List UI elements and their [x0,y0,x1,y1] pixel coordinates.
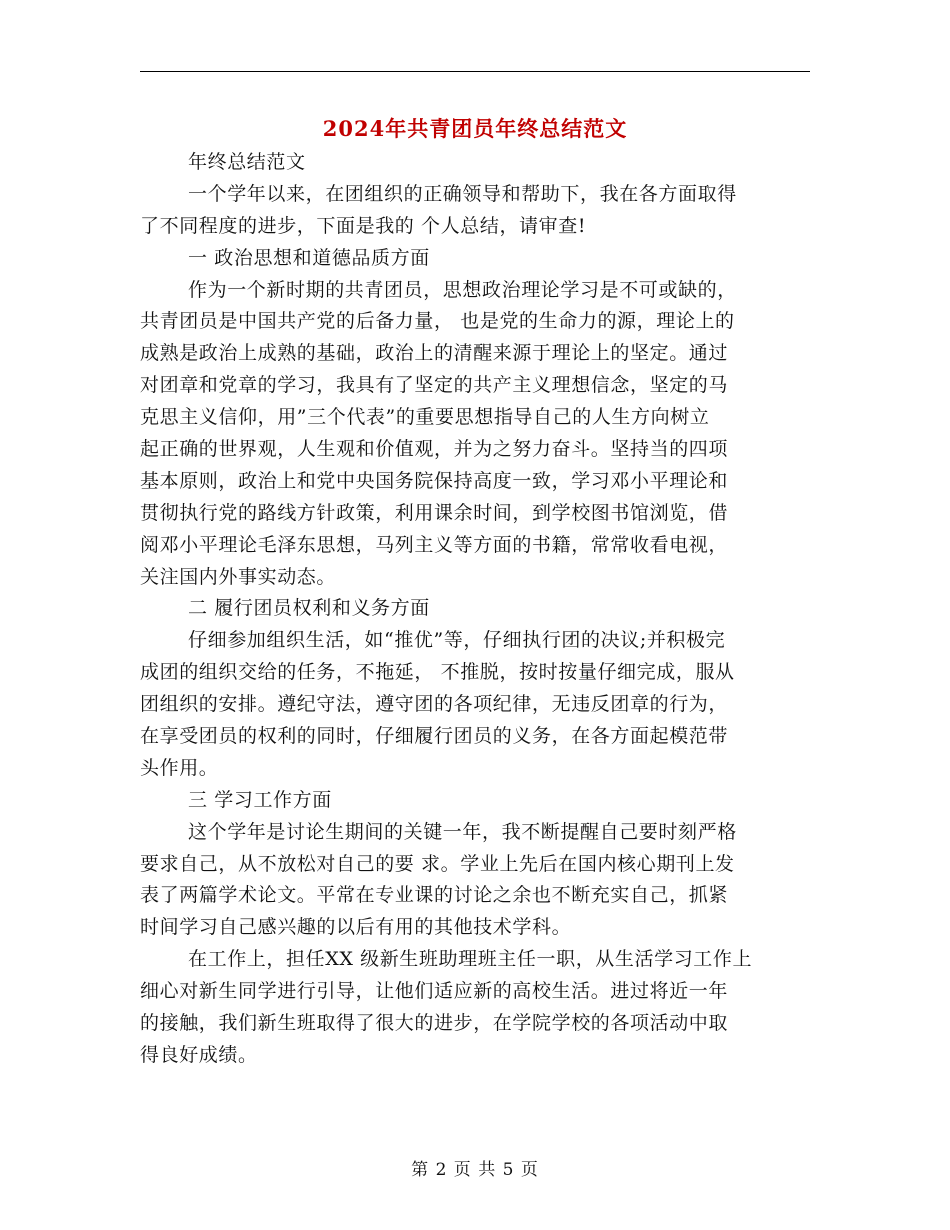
document-title: 2024年共青团员年终总结范文 [322,116,628,141]
text-line: 一 政治思想和道德品质方面 [188,246,430,269]
text-line: 要求自己，从不放松对自己的要 求。学业上先后在国内核心期刊上发 [140,852,735,875]
text-line: 基本原则，政治上和党中央国务院保持高度一致，学习邓小平理论和 [140,469,729,492]
text-line: 头作用。 [140,756,219,779]
text-line: 一个学年以来，在团组织的正确领导和帮助下，我在各方面取得 [188,182,737,205]
text-line: 团组织的安排。遵纪守法，遵守团的各项纪律，无违反团章的行为， [140,693,729,716]
text-line: 贯彻执行党的路线方针政策，利用课余时间，到学校图书馆浏览，借 [140,501,729,524]
text-line: 成团的组织交给的任务，不拖延， 不推脱，按时按量仔细完成，服从 [140,661,735,684]
document-body [140,147,810,1072]
text-line: 三 学习工作方面 [188,788,332,811]
text-line: 仔细参加组织生活，如“推优”等，仔细执行团的决议;并积极完 [188,629,726,652]
text-line: 得良好成绩。 [140,1043,258,1066]
page-number: 第 2 页 共 5 页 [411,1160,539,1180]
text-line: 二 履行团员权利和义务方面 [188,597,430,620]
text-line: 时间学习自己感兴趣的以后有用的其他技术学科。 [140,916,572,939]
text-line: 表了两篇学术论文。平常在专业课的讨论之余也不断充实自己，抓紧 [140,884,729,907]
header-rule [140,71,810,72]
text-line: 作为一个新时期的共青团员，思想政治理论学习是不可或缺的， [188,278,737,301]
text-line: 在享受团员的权利的同时，仔细履行团员的义务，在各方面起模范带 [140,725,729,748]
text-line: 年终总结范文 [188,151,306,173]
text-line: 这个学年是讨论生期间的关键一年，我不断提醒自己要时刻严格 [188,820,737,843]
text-line: 对团章和党章的学习，我具有了坚定的共产主义理想信念，坚定的马 [140,374,729,397]
text-line: 的接触，我们新生班取得了很大的进步，在学院学校的各项活动中取 [140,1012,729,1035]
text-line: 起正确的世界观，人生观和价值观，并为之努力奋斗。坚持当的四项 [140,438,729,461]
text-line: 阅邓小平理论毛泽东思想，马列主义等方面的书籍，常常收看电视， [140,533,729,556]
text-line: 克思主义信仰，用”三个代表”的重要思想指导自己的人生方向树立 [140,406,710,429]
text-line: 关注国内外事实动态。 [140,565,337,588]
text-line: 了不同程度的进步，下面是我的 个人总结，请审查! [140,214,587,237]
text-line: 成熟是政治上成熟的基础，政治上的清醒来源于理论上的坚定。通过 [140,342,729,365]
text-line: 细心对新生同学进行引导，让他们适应新的高校生活。进过将近一年 [140,980,729,1003]
text-line: 共青团员是中国共产党的后备力量， 也是党的生命力的源，理论上的 [140,310,735,333]
text-line: 在工作上，担任XX 级新生班助理班主任一职，从生活学习工作上 [188,948,753,971]
